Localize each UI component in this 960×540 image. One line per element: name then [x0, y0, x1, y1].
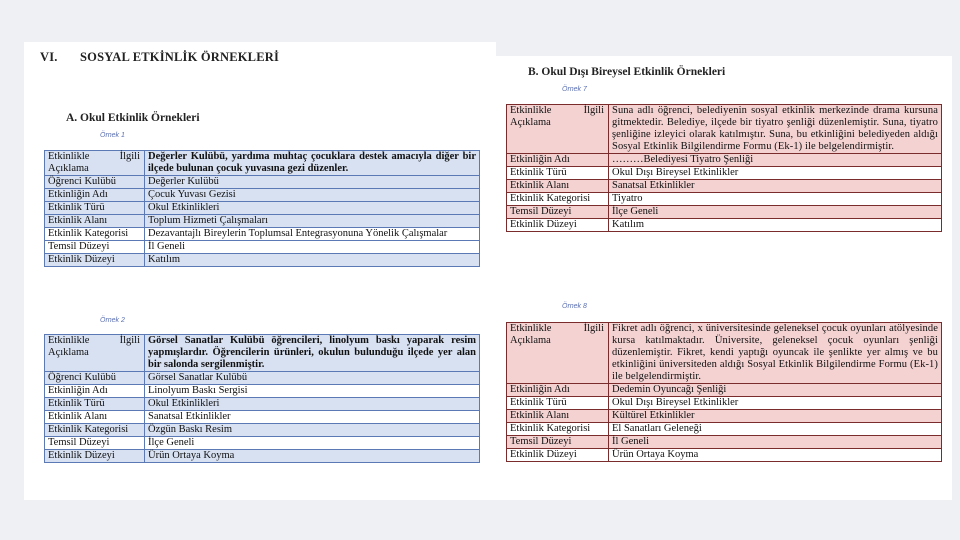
field-label: Etkinlik Düzeyi — [507, 449, 609, 462]
description-label-cell — [507, 105, 609, 154]
field-value: Kültürel Etkinlikler — [609, 410, 942, 423]
description-cell: Fikret adlı öğrenci, x üniversitesinde geleneksel çocuk oyunları atölyesinde kursa katılmaktadır. Üniversite, geleneksel çocuk oyunları şenliği düzenlemiştir. Fikret, kendi yaptığı oyuncak ile şenlikte yer almış ve bu etkinliğini üniversiteden aldığı Sosyal Etkinlik Bilgilendirme Formu (Ek-1) ile belgelendirmiştir. — [609, 323, 942, 384]
field-label: Öğrenci Kulübü — [45, 176, 145, 189]
field-value: Çocuk Yuvası Gezisi — [145, 189, 480, 202]
table-header-row — [45, 151, 480, 176]
example-table-8 — [506, 322, 942, 462]
label-part: İlgili — [119, 335, 140, 346]
label-part: Açıklama — [510, 117, 551, 128]
table-row — [507, 449, 942, 462]
field-label: Etkinlik Türü — [45, 202, 145, 215]
subsection-title-b: B. Okul Dışı Bireysel Etkinlik Örnekleri — [528, 66, 726, 78]
field-label: Etkinliğin Adı — [45, 189, 145, 202]
table-row — [507, 167, 942, 180]
description-label-cell — [45, 335, 145, 372]
table-row — [507, 180, 942, 193]
field-value: İlçe Geneli — [145, 437, 480, 450]
field-label: Etkinlik Alanı — [45, 215, 145, 228]
table-row — [507, 206, 942, 219]
field-label: Etkinlik Türü — [507, 167, 609, 180]
label-part: İlgili — [583, 323, 604, 334]
field-label: Etkinlik Türü — [45, 398, 145, 411]
field-value: Okul Dışı Bireysel Etkinlikler — [609, 397, 942, 410]
field-value: Toplum Hizmeti Çalışmaları — [145, 215, 480, 228]
field-value: Ürün Ortaya Koyma — [145, 450, 480, 463]
left-document-page — [24, 42, 496, 500]
field-value: Okul Etkinlikleri — [145, 398, 480, 411]
label-part: İlgili — [583, 105, 604, 116]
table-row — [507, 397, 942, 410]
field-label: Öğrenci Kulübü — [45, 372, 145, 385]
example-table-1 — [44, 150, 480, 267]
field-label: Etkinlik Düzeyi — [507, 219, 609, 232]
example-label-2: Örnek 2 — [100, 317, 125, 324]
table-row — [45, 372, 480, 385]
subsection-title-a: A. Okul Etkinlik Örnekleri — [66, 112, 200, 124]
field-label: Temsil Düzeyi — [45, 241, 145, 254]
table-row — [507, 219, 942, 232]
table-row — [45, 424, 480, 437]
label-part: İlgili — [119, 151, 140, 162]
table-row — [507, 410, 942, 423]
example-label-1: Örnek 1 — [100, 132, 125, 139]
description-label-cell — [45, 151, 145, 176]
field-label: Etkinliğin Adı — [45, 385, 145, 398]
field-value: Değerler Kulübü — [145, 176, 480, 189]
field-label: Etkinliğin Adı — [507, 384, 609, 397]
table-row — [45, 228, 480, 241]
table-row — [45, 202, 480, 215]
section-heading — [40, 50, 279, 65]
field-value: Dedemin Oyuncağı Şenliği — [609, 384, 942, 397]
table-row — [45, 385, 480, 398]
label-part: Etkinlikle — [48, 151, 90, 162]
field-value: Görsel Sanatlar Kulübü — [145, 372, 480, 385]
field-label: Etkinlik Alanı — [507, 180, 609, 193]
field-value: Okul Etkinlikleri — [145, 202, 480, 215]
table-header-row — [45, 335, 480, 372]
field-value: Ürün Ortaya Koyma — [609, 449, 942, 462]
field-value: Sanatsal Etkinlikler — [609, 180, 942, 193]
right-document-page — [496, 56, 952, 500]
example-label-7: Örnek 7 — [562, 86, 587, 93]
field-label: Etkinliğin Adı — [507, 154, 609, 167]
field-value: İlçe Geneli — [609, 206, 942, 219]
table-row — [45, 215, 480, 228]
section-number: VI. — [40, 50, 58, 64]
description-cell: Suna adlı öğrenci, belediyenin sosyal etkinlik merkezinde drama kursuna gitmektedir. Belediye, ilçede bir tiyatro şenliği düzenlemiştir. Suna, tiyatro şenliğine izleyici olarak katılmıştır. Suna, bu etkinliğini belediyeden aldığı Sosyal Etkinlik Bilgilendirme Formu (Ek-1) ile belgelendirmiştir. — [609, 105, 942, 154]
label-part: Etkinlikle — [510, 323, 552, 334]
field-label: Etkinlik Düzeyi — [45, 254, 145, 267]
table-row — [507, 384, 942, 397]
table-row — [45, 411, 480, 424]
field-value: İl Geneli — [609, 436, 942, 449]
table-row — [45, 398, 480, 411]
field-value: ………Belediyesi Tiyatro Şenliği — [609, 154, 942, 167]
table-row — [45, 254, 480, 267]
table-row — [45, 437, 480, 450]
table-row — [45, 241, 480, 254]
field-value: Katılım — [145, 254, 480, 267]
label-part: Açıklama — [48, 163, 89, 174]
field-value: Okul Dışı Bireysel Etkinlikler — [609, 167, 942, 180]
field-label: Etkinlik Alanı — [507, 410, 609, 423]
table-row — [507, 193, 942, 206]
label-part: Etkinlikle — [48, 335, 90, 346]
label-part: Açıklama — [48, 347, 89, 358]
field-label: Etkinlik Kategorisi — [45, 228, 145, 241]
table-header-row — [507, 105, 942, 154]
field-label: Temsil Düzeyi — [45, 437, 145, 450]
table-row — [507, 436, 942, 449]
example-label-8: Örnek 8 — [562, 303, 587, 310]
table-row — [507, 154, 942, 167]
table-row — [45, 176, 480, 189]
field-label: Etkinlik Türü — [507, 397, 609, 410]
table-row — [45, 450, 480, 463]
field-label: Etkinlik Kategorisi — [45, 424, 145, 437]
section-title: SOSYAL ETKİNLİK ÖRNEKLERİ — [80, 50, 280, 64]
field-value: İl Geneli — [145, 241, 480, 254]
example-table-2 — [44, 334, 480, 463]
label-part: Açıklama — [510, 335, 551, 346]
field-value: Özgün Baskı Resim — [145, 424, 480, 437]
example-table-7 — [506, 104, 942, 232]
field-label: Etkinlik Kategorisi — [507, 423, 609, 436]
field-value: Dezavantajlı Bireylerin Toplumsal Entegrasyonuna Yönelik Çalışmalar — [145, 228, 480, 241]
table-row — [45, 189, 480, 202]
field-value: Katılım — [609, 219, 942, 232]
field-label: Etkinlik Alanı — [45, 411, 145, 424]
label-part: Etkinlikle — [510, 105, 552, 116]
field-label: Temsil Düzeyi — [507, 206, 609, 219]
field-value: Linolyum Baskı Sergisi — [145, 385, 480, 398]
field-value: El Sanatları Geleneği — [609, 423, 942, 436]
description-cell: Görsel Sanatlar Kulübü öğrencileri, linolyum baskı yaparak resim yapmışlardır. Öğrencilerin ürünleri, okulun bulunduğu ilçede yer alan bir salonda sergilenmiştir. — [145, 335, 480, 372]
field-value: Tiyatro — [609, 193, 942, 206]
table-row — [507, 423, 942, 436]
field-label: Etkinlik Düzeyi — [45, 450, 145, 463]
field-label: Temsil Düzeyi — [507, 436, 609, 449]
field-label: Etkinlik Kategorisi — [507, 193, 609, 206]
description-cell: Değerler Kulübü, yardıma muhtaç çocuklara destek amacıyla diğer bir ilçede bulunan çocuk yuvasına gezi düzenler. — [145, 151, 480, 176]
field-value: Sanatsal Etkinlikler — [145, 411, 480, 424]
table-header-row — [507, 323, 942, 384]
description-label-cell — [507, 323, 609, 384]
